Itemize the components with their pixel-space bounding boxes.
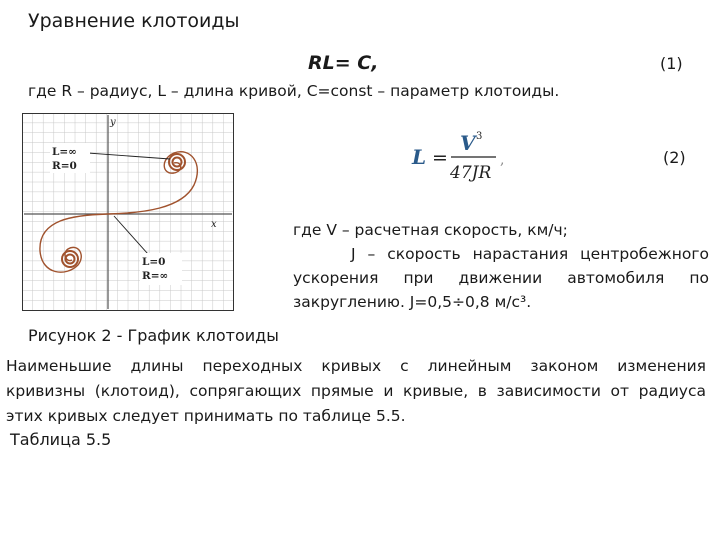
explanation-line-2-text: J – скорость нарастания центробежного [351, 245, 709, 263]
paragraph-line-1: Наименьшие длины переходных кривых с линейным законом изменения [6, 357, 706, 375]
y-axis-label: y [110, 117, 116, 128]
equation-2-number: (2) [663, 148, 686, 167]
equation-2 [410, 128, 510, 186]
paragraph-line-2: кривизны (клотоид), сопрягающих прямые и кривые, в зависимости от радиуса [6, 382, 706, 400]
equation-2-lhs: L [412, 145, 427, 169]
x-axis-label: x [211, 219, 217, 230]
equation-2-explanation [293, 218, 709, 314]
body-paragraph [6, 354, 706, 429]
equation-2-exponent: 3 [476, 131, 483, 142]
equation-1-explanation: где R – радиус, L – длина кривой, C=const – параметр клотоиды. [28, 82, 560, 100]
explanation-line-2 [293, 242, 709, 266]
top-label-radius: R=0 [52, 160, 77, 172]
equation-1: RL= C, [308, 52, 379, 74]
equation-2-denominator: 47JR [450, 163, 492, 183]
bottom-label-radius: R=∞ [142, 270, 169, 282]
figure-caption: Рисунок 2 - График клотоиды [28, 326, 279, 345]
explanation-line-4: закруглению. J=0,5÷0,8 м/с³. [293, 293, 532, 311]
explanation-line-1: где V – расчетная скорость, км/ч; [293, 221, 568, 239]
equation-1-number: (1) [660, 54, 683, 73]
table-label: Таблица 5.5 [10, 430, 112, 449]
page-title: Уравнение клотоиды [28, 10, 240, 32]
top-label-length: L=∞ [52, 146, 77, 158]
explanation-line-3: ускорения при движении автомобиля по [293, 269, 709, 287]
equation-2-equals: = [432, 147, 448, 169]
equation-2-numerator: V [460, 131, 476, 155]
equation-2-comma: , [500, 152, 505, 168]
bottom-label-length: L=0 [142, 256, 166, 268]
clothoid-figure [22, 113, 234, 311]
paragraph-line-3: этих кривых следует принимать по таблице 5.5. [6, 407, 406, 425]
